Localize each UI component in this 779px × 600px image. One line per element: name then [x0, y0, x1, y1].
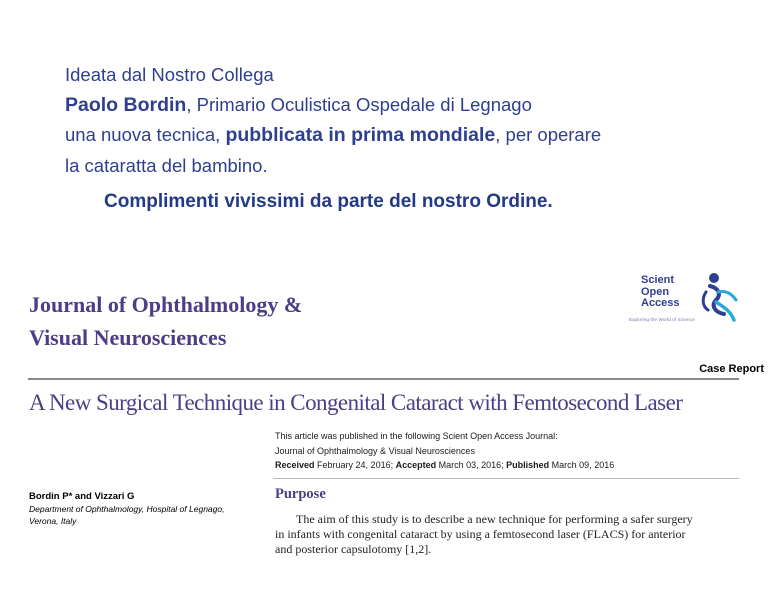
author-name: Paolo Bordin [65, 93, 187, 116]
congratulations-text: Complimenti vivissimi da parte del nostro Ordine. [104, 191, 553, 212]
intro-line-3-end: , per operare [495, 124, 602, 145]
published-note: This article was published in the following Scient Open Access Journal: [275, 431, 558, 441]
logo-line-3: Access [641, 297, 680, 309]
accepted-label: Accepted [395, 460, 437, 470]
publisher-logo-text [641, 275, 680, 310]
abstract-line: and posterior capsulotomy [1,2]. [275, 542, 432, 556]
affiliation-line-2: Verona, Italy [29, 516, 77, 526]
author-role: , Primario Oculistica Ospedale di Legnago [186, 93, 532, 115]
abstract-line: in infants with congenital cataract by using a femtosecond laser (FLACS) for anterior [275, 527, 686, 541]
intro-line-2 [65, 90, 745, 121]
article-dates [275, 458, 614, 473]
abstract-line: The aim of this study is to describe a new technique for performing a safer surgery [296, 512, 693, 526]
received-label: Received [275, 460, 315, 470]
header-divider [28, 378, 739, 380]
article-title: A New Surgical Technique in Congenital Cataract with Femtosecond Laser [29, 390, 683, 415]
received-date: February 24, 2016; [314, 460, 396, 470]
journal-name [29, 288, 302, 354]
journal-reference: Journal of Ophthalmology & Visual Neurosciences [275, 445, 475, 456]
intro-line-3 [65, 120, 745, 151]
intro-line-3-start: una nuova tecnica, [65, 124, 226, 145]
running-figure-icon [698, 270, 742, 326]
section-heading-purpose: Purpose [275, 486, 326, 502]
published-date: March 09, 2016 [549, 460, 615, 470]
intro-block [65, 60, 745, 180]
article-authors: Bordin P* and Vizzari G [29, 491, 135, 502]
logo-line-1: Scient [641, 274, 675, 286]
accepted-date: March 03, 2016; [436, 460, 507, 470]
info-divider [273, 478, 739, 479]
affiliation-line-1: Department of Ophthalmology, Hospital of Legnago, [29, 504, 225, 514]
published-label: Published [506, 460, 550, 470]
publication-info [275, 429, 614, 473]
intro-line-4: la cataratta del bambino. [65, 154, 268, 176]
article-type-label: Case Report [699, 363, 764, 375]
intro-highlight: pubblicata in prima mondiale [225, 124, 496, 146]
author-affiliation [29, 503, 224, 527]
logo-line-2: Open [641, 285, 670, 298]
journal-name-line-2: Visual Neurosciences [29, 325, 227, 350]
logo-tagline: Exploring the World of Science [629, 317, 695, 322]
intro-line-1: Ideata dal Nostro Collega [65, 64, 274, 85]
abstract-text [275, 512, 743, 557]
journal-name-line-1: Journal of Ophthalmology & [29, 292, 303, 317]
